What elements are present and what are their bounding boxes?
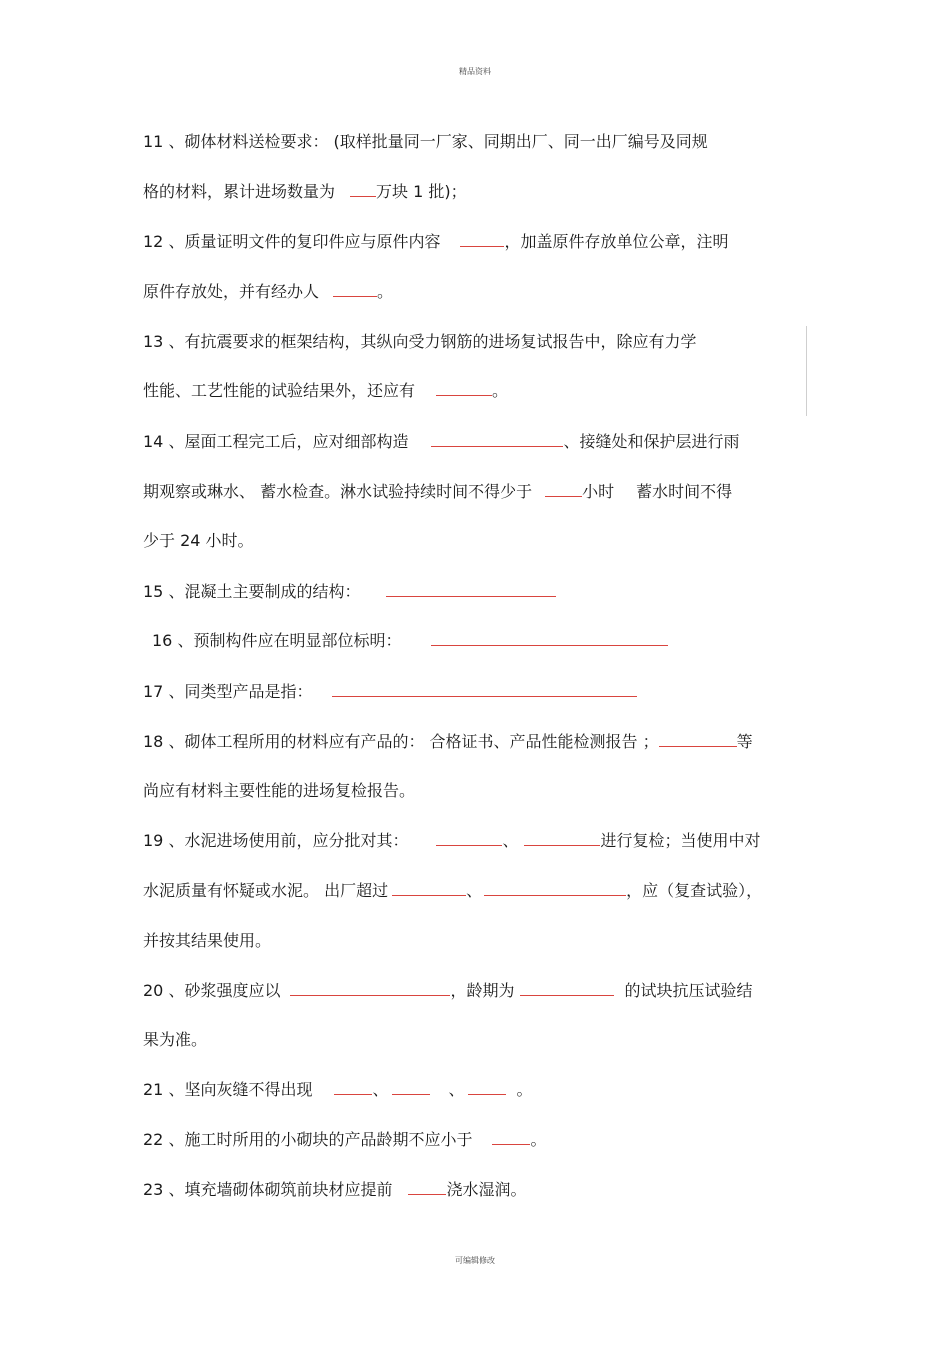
answer-blank[interactable] (492, 1130, 530, 1145)
q19-line-2: 水泥质量有怀疑或水泥。 出厂超过 、 ，应（复查试验）， (143, 881, 763, 900)
answer-blank[interactable] (468, 1080, 506, 1095)
q15-line: 15 、混凝土主要制成的结构： (143, 582, 556, 602)
answer-blank[interactable] (520, 981, 614, 996)
answer-blank[interactable] (392, 881, 466, 896)
q16-line: 16 、预制构件应在明显部位标明： (152, 631, 668, 651)
q18-line-2: 尚应有材料主要性能的进场复检报告。 (143, 781, 416, 800)
margin-rule (806, 326, 807, 416)
q20-line-2: 果为准。 (143, 1030, 208, 1049)
q23-line: 23 、填充墙砌体砌筑前块材应提前 浇水湿润。 (143, 1180, 527, 1199)
answer-blank[interactable] (350, 182, 376, 197)
answer-blank[interactable] (386, 582, 556, 597)
q14-line-1: 14 、屋面工程完工后，应对细部构造 、接缝处和保护层进行雨 (143, 432, 740, 451)
answer-blank[interactable] (334, 1080, 372, 1095)
q13-line-2: 性能、工艺性能的试验结果外，还应有 。 (143, 381, 509, 400)
q22-line: 22 、施工时所用的小砌块的产品龄期不应小于 。 (143, 1130, 547, 1149)
page-footer: 可编辑修改 (455, 1256, 495, 1265)
answer-blank[interactable] (333, 282, 377, 297)
answer-blank[interactable] (436, 381, 492, 396)
answer-blank[interactable] (431, 432, 563, 447)
page-header: 精品资料 (459, 67, 491, 76)
answer-blank[interactable] (460, 232, 504, 247)
q14-line-2: 期观察或琳水、 蓄水检查。淋水试验持续时间不得少于 小时 蓄水时间不得 (143, 482, 733, 501)
answer-blank[interactable] (332, 682, 637, 697)
q20-line-1: 20 、砂浆强度应以 ，龄期为 的试块抗压试验结 (143, 981, 753, 1000)
q11-line-2: 格的材料，累计进场数量为 万块 1 批)； (143, 182, 467, 201)
q19-line-3: 并按其结果使用。 (143, 931, 272, 950)
answer-blank[interactable] (408, 1180, 446, 1195)
q19-line-1: 19 、水泥进场使用前，应分批对其： 、 进行复检；当使用中对 (143, 831, 761, 850)
q14-line-3: 少于 24 小时。 (143, 531, 254, 550)
answer-blank[interactable] (484, 881, 626, 896)
q17-line: 17 、同类型产品是指： (143, 682, 637, 702)
q18-line-1: 18 、砌体工程所用的材料应有产品的： 合格证书、产品性能检测报告 ； 等 (143, 732, 753, 751)
q13-line-1: 13 、有抗震要求的框架结构，其纵向受力钢筋的进场复试报告中，除应有力学 (143, 332, 697, 351)
answer-blank[interactable] (290, 981, 450, 996)
answer-blank[interactable] (545, 482, 582, 497)
answer-blank[interactable] (392, 1080, 430, 1095)
answer-blank[interactable] (431, 631, 668, 646)
answer-blank[interactable] (436, 831, 502, 846)
q21-line: 21 、坚向灰缝不得出现 、 、 。 (143, 1080, 533, 1099)
answer-blank[interactable] (524, 831, 600, 846)
q11-line-1: 11 、砌体材料送检要求： (取样批量同一厂家、同期出厂、同一出厂编号及同规 (143, 132, 708, 151)
q12-line-2: 原件存放处，并有经办人 。 (143, 282, 394, 301)
q12-line-1: 12 、质量证明文件的复印件应与原件内容 ，加盖原件存放单位公章，注明 (143, 232, 729, 251)
answer-blank[interactable] (659, 732, 737, 747)
